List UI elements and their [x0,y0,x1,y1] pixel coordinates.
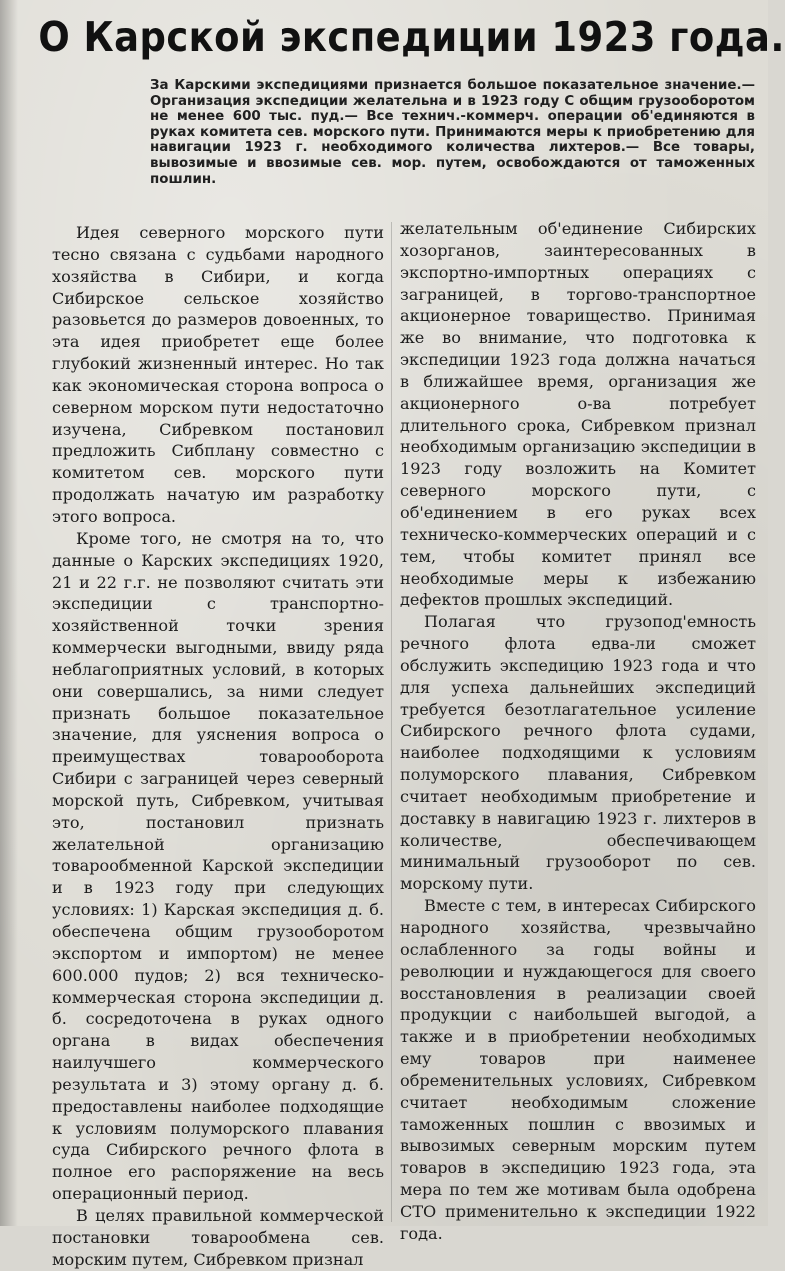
article-title: О Карской экспедиции 1923 года. [38,13,785,61]
left-paragraph-3: В целях правильной коммерческой постановки товарообмена сев. морским путем, Сибревком признал [52,1205,384,1269]
right-paragraph-1: желательным об'единение Сибирских хозорганов, заинтересованных в экспортно-импортных операциях с заграницей, в торгово-транспортное акционерное товарищество. Принимая же во внимание, что подготовка к экспедиции 1923 года должна начаться в ближайшее время, организация же акционерного о-ва потребует длительного срока, Сибревком признал необходимым организацию экспедиции в 1923 году возложить на Комитет северного морского пути, с об'единением в его руках всех техническо-коммерческих операций и с тем, чтобы комитет принял все необходимые меры к избежанию дефектов прошлых экспедиций. [400,219,756,610]
page-fold-shadow [0,0,18,1226]
right-paragraph-3: Вместе с тем, в интересах Сибирского народного хозяйства, чрезвычайно ослабленного за годы войны и революции и нуждающегося для своего восстановления в реализации своей продукции с наибольшей выгодой, а также и в приобретении необходимых ему товаров при наименее обременительных условиях, Сибревком считает необходимым сложение таможенных пошлин с ввозимых и вывозимых северным морским путем товаров в экспедицию 1923 года, эта мера по тем же мотивам была одобрена СТО применительно к экспедиции 1922 года. [400,896,756,1243]
article-lead: За Карскими экспедициями признается большое показательное значение.— Организация экспедиции желательна и в 1923 году С общим грузооборотом не менее 600 тыс. пуд.— Все технич.-коммерч. операции об'единяются в руках комитета сев. морского пути. Принимаются меры к приобретению для навигации 1923 г. необходимого количества лихтеров.— Все товары, вывозимые и ввозимые сев. мор. путем, освобождаются от таможенных пошлин. [150,78,755,187]
column-divider [391,222,392,1222]
right-column [400,218,756,1243]
right-paragraph-2: Полагая что грузопод'емность речного флота едва-ли сможет обслужить экспедицию 1923 года и что для успеха дальнейших экспедиций требуется безотлагательное усиление Сибирского речного флота судами, наиболее подходящими к условиям полуморского плавания, Сибревком считает необходимым приобретение и доставку в навигацию 1923 г. лихтеров в количестве, обеспечивающем минимальный грузооборот по сев. морскому пути. [400,612,756,894]
left-paragraph-1: Идея северного морского пути тесно связана с судьбами народного хозяйства в Сибири, и когда Сибирское сельское хозяйство разовьется до размеров довоенных, то эта идея приобретет еще более глубокий жизненный интерес. Но так как экономическая сторона вопроса о северном морском пути недостаточно изучена, Сибревком постановил предложить Сибплану совместно с комитетом сев. морского пути продолжать начатую им разработку этого вопроса. [52,223,384,526]
left-column [52,222,384,1269]
left-paragraph-2: Кроме того, не смотря на то, что данные о Карских экспедициях 1920, 21 и 22 г.г. не позволяют считать эти экспедиции с транспортно-хозяйственной точки зрения коммерчески выгодными, ввиду ряда неблагоприятных условий, в которых они совершались, за ними следует признать большое показательное значение, для уяснения вопроса о преимуществах товарооборота Сибири с заграницей через северный морской путь, Сибревком, учитывая это, постановил признать желательной организацию товарообменной Карской экспедиции и в 1923 году при следующих условиях: 1) Карская экспедиция д. б. обеспечена общим грузооборотом экспортом и импортом) не менее 600.000 пудов; 2) вся техническо-коммерческая сторона экспедиции д. б. сосредоточена в руках одного органа в видах обеспечения наилучшего коммерческого результата и 3) этому органу д. б. предоставлены наиболее подходящие к условиям полуморского плавания суда Сибирского речного флота в полное его распоряжение на весь операционный период. [52,528,384,1204]
